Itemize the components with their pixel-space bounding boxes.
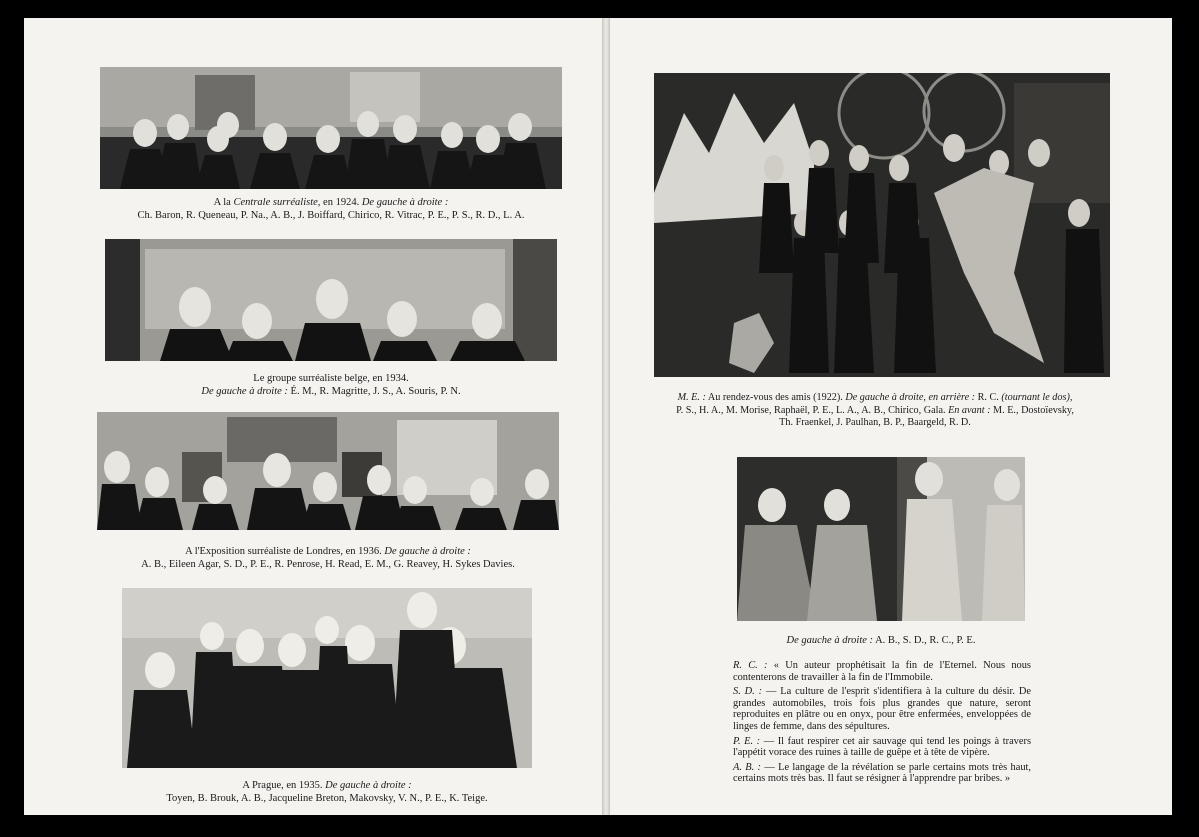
caption-painting: M. E. : Au rendez-vous des amis (1922). De gauche à droite, en arrière : R. C. (tournant le dos), P. S., H. A., M. Morise, Raphaël, P. E., L. A., A. B., Chirico, Gala. En avant : M. E., Dostoïevsky, Th. Fraenkel, J. Paulhan, B. P., Baargeld, R. D. — [676, 392, 1074, 428]
caption-exposition-londres-1936: A l'Exposition surréaliste de Londres, en 1936. De gauche à droite : A. B., Eileen Agar, S. D., P. E., R. Penrose, H. Read, E. M., G. Reavey, H. Sykes Davies. — [141, 546, 515, 570]
photo-breton-dali-crevel-eluard — [737, 457, 1025, 621]
dialogue-pe: P. E. : — Il faut respirer cet air sauvage qui tend les poings à travers l'appétit vorace des ruines à taille de guêpe et à tête de vipère. — [733, 735, 1031, 759]
dialogue-ab: A. B. : — Le langage de la révélation se parle certains mots très haut, certains mots très bas. Il faut se résigner à l'apprendre par bribes. » — [733, 761, 1031, 785]
photo-exposition-londres-1936 — [97, 412, 559, 530]
dialogue-rc: R. C. : « Un auteur prophétisait la fin de l'Eternel. Nous nous contenterons de travailler à la fin de l'Immobile. — [733, 660, 1031, 683]
dialogue-text — [733, 660, 1031, 788]
photo-prague-1935 — [122, 588, 532, 768]
caption-photo-right: De gauche à droite : A. B., S. D., R. C., P. E. — [786, 635, 976, 646]
painting-au-rendez-vous-des-amis — [654, 73, 1110, 377]
caption-centrale-1924: A la Centrale surréaliste, en 1924. De gauche à droite : Ch. Baron, R. Queneau, P. Na., A. B., J. Boiffard, Chirico, R. Vitrac, P. E., P. S., R. D., L. A. — [137, 197, 525, 221]
caption-prague-1935: A Prague, en 1935. De gauche à droite : Toyen, B. Brouk, A. B., Jacqueline Breton, Makovsky, V. N., P. E., K. Teige. — [166, 780, 488, 804]
photo-centrale-surrealiste-1924 — [100, 67, 562, 189]
dialogue-sd: S. D. : — La culture de l'esprit s'identifiera à la culture du désir. De grandes automobiles, trois fois plus grandes que nature, seront reproduites en plâtre ou en onyx, pour être enfermées, enveloppées de linges de femme, dans des sépultures. — [733, 686, 1031, 732]
caption-groupe-belge-1934: Le groupe surréaliste belge, en 1934. De gauche à droite : É. M., R. Magritte, J. S., A. Souris, P. N. — [201, 373, 461, 397]
photo-groupe-belge-1934 — [105, 239, 557, 361]
book-gutter — [602, 18, 610, 815]
